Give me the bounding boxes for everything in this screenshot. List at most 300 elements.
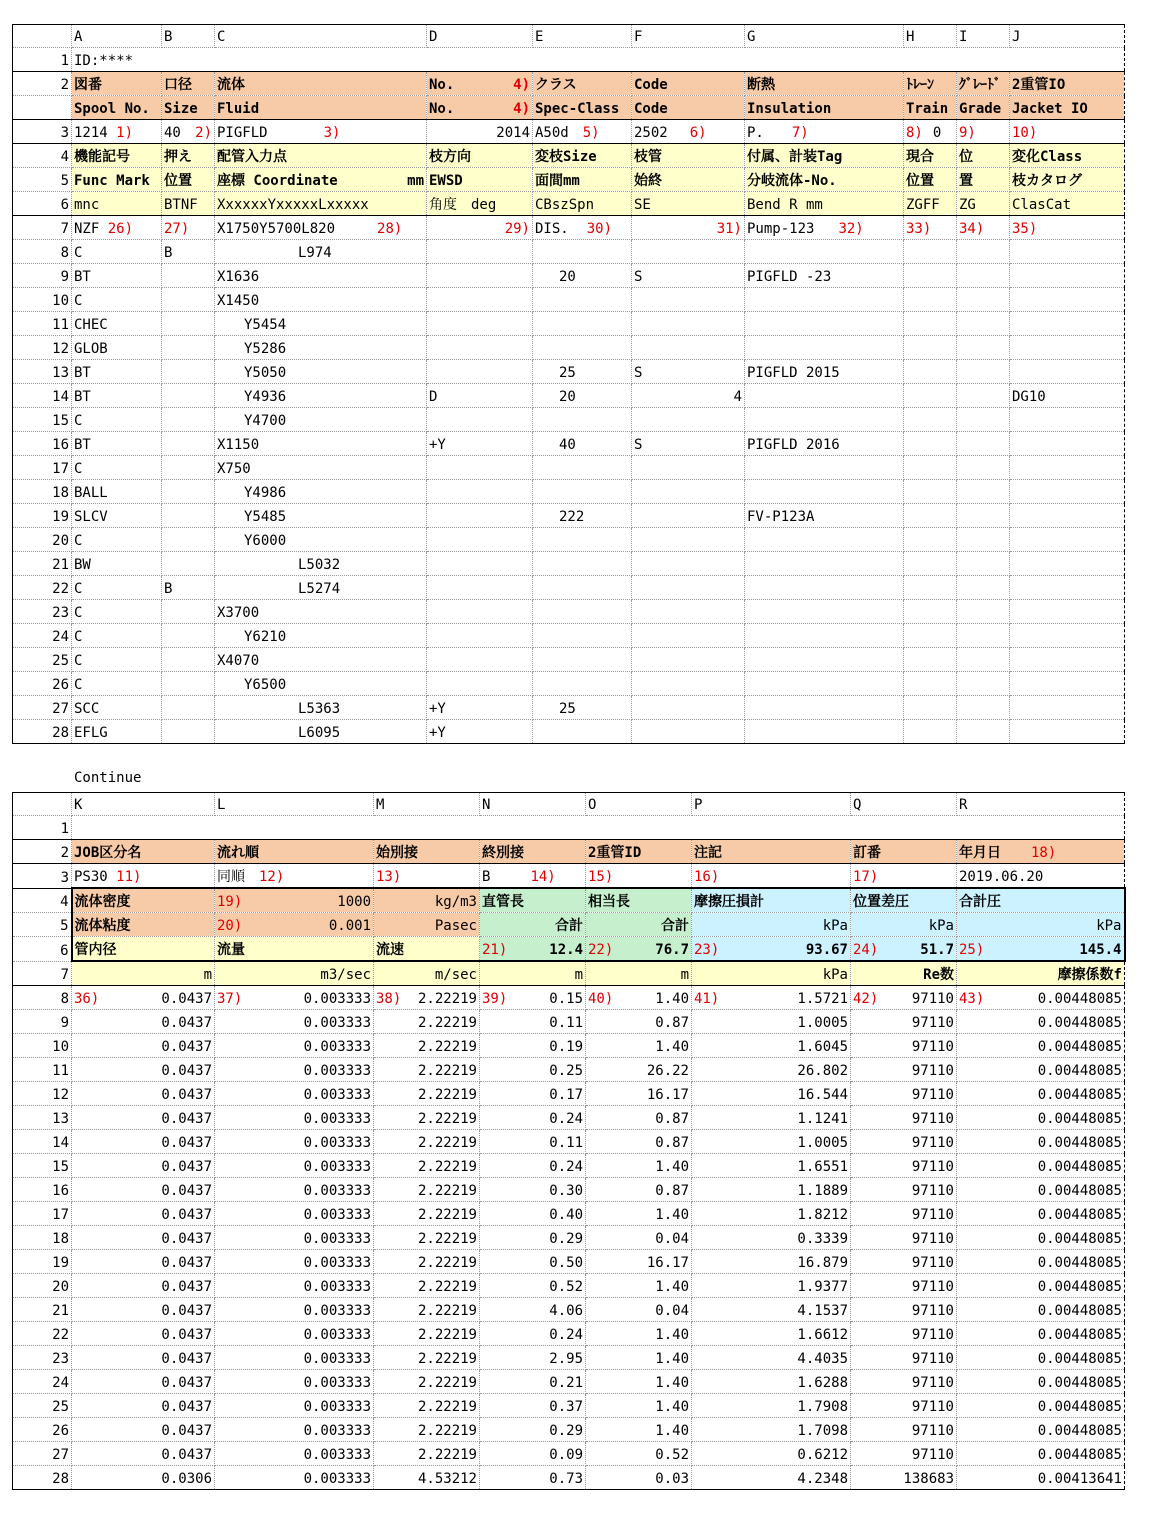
- cell[interactable]: [1010, 576, 1125, 600]
- cell[interactable]: [72, 1010, 215, 1034]
- cell[interactable]: [72, 1082, 215, 1106]
- cell[interactable]: [374, 1322, 480, 1346]
- cell[interactable]: [162, 624, 215, 648]
- cell[interactable]: [72, 120, 162, 144]
- cell[interactable]: 枝カタログ: [1010, 168, 1125, 192]
- cell[interactable]: [904, 240, 957, 264]
- cell[interactable]: Spec-Class: [533, 96, 632, 120]
- cell[interactable]: [957, 336, 1010, 360]
- cell[interactable]: [1010, 360, 1125, 384]
- cell[interactable]: [72, 1250, 215, 1274]
- cell[interactable]: [215, 1346, 374, 1370]
- cell[interactable]: C: [72, 576, 162, 600]
- col-header-b[interactable]: B: [162, 25, 215, 48]
- cell[interactable]: Bend R mm: [745, 192, 904, 216]
- cell[interactable]: [215, 1010, 374, 1034]
- cell[interactable]: [1010, 624, 1125, 648]
- col-header-d[interactable]: D: [427, 25, 533, 48]
- col-header-p[interactable]: P: [692, 793, 851, 816]
- cell[interactable]: 2重管IO: [1010, 72, 1125, 96]
- cell[interactable]: [692, 864, 851, 889]
- cell[interactable]: [162, 600, 215, 624]
- cell[interactable]: Spool No.: [72, 96, 162, 120]
- cell[interactable]: [692, 1442, 851, 1466]
- cell[interactable]: [374, 1178, 480, 1202]
- cell[interactable]: [586, 864, 692, 889]
- cell[interactable]: Y5286: [215, 336, 427, 360]
- cell[interactable]: [162, 264, 215, 288]
- cell[interactable]: [533, 528, 632, 552]
- cell[interactable]: [1010, 600, 1125, 624]
- col-header-n[interactable]: N: [480, 793, 586, 816]
- cell[interactable]: ﾄﾚｰﾝ: [904, 72, 957, 96]
- cell[interactable]: [533, 216, 632, 240]
- cell[interactable]: S: [632, 360, 745, 384]
- cell[interactable]: [427, 96, 533, 120]
- cell[interactable]: 置: [957, 168, 1010, 192]
- cell[interactable]: [215, 1178, 374, 1202]
- cell[interactable]: [957, 1154, 1125, 1178]
- cell[interactable]: [427, 192, 533, 216]
- cell[interactable]: [957, 576, 1010, 600]
- cell[interactable]: C: [72, 624, 162, 648]
- cell[interactable]: [957, 1082, 1125, 1106]
- row-number[interactable]: 27: [13, 1442, 72, 1466]
- cell[interactable]: [374, 1154, 480, 1178]
- cell[interactable]: [480, 1394, 586, 1418]
- cell[interactable]: 位: [957, 144, 1010, 168]
- cell[interactable]: [427, 576, 533, 600]
- cell[interactable]: [533, 456, 632, 480]
- cell[interactable]: [1010, 480, 1125, 504]
- cell[interactable]: [480, 864, 586, 889]
- cell[interactable]: [957, 1466, 1125, 1490]
- cell[interactable]: [745, 576, 904, 600]
- cell[interactable]: [957, 408, 1010, 432]
- row-number[interactable]: 9: [13, 264, 72, 288]
- cell[interactable]: [745, 216, 904, 240]
- cell[interactable]: [957, 552, 1010, 576]
- cell[interactable]: [215, 1298, 374, 1322]
- cell[interactable]: [215, 1202, 374, 1226]
- cell[interactable]: [851, 1370, 957, 1394]
- cell[interactable]: [851, 986, 957, 1010]
- cell[interactable]: 相当長: [586, 888, 692, 913]
- cell[interactable]: [957, 720, 1010, 744]
- cell[interactable]: [215, 1226, 374, 1250]
- col-header-a[interactable]: A: [72, 25, 162, 48]
- cell[interactable]: [72, 864, 215, 889]
- cell[interactable]: [533, 336, 632, 360]
- cell[interactable]: [374, 1250, 480, 1274]
- cell[interactable]: [957, 456, 1010, 480]
- cell[interactable]: [533, 240, 632, 264]
- cell[interactable]: [851, 1178, 957, 1202]
- col-header-g[interactable]: G: [745, 25, 904, 48]
- cell[interactable]: L974: [215, 240, 427, 264]
- cell[interactable]: m: [480, 961, 586, 986]
- cell[interactable]: [851, 1058, 957, 1082]
- cell[interactable]: [586, 1202, 692, 1226]
- cell[interactable]: [215, 1418, 374, 1442]
- cell[interactable]: [1010, 336, 1125, 360]
- cell[interactable]: D: [427, 384, 533, 408]
- cell[interactable]: m: [72, 961, 215, 986]
- cell[interactable]: [215, 1322, 374, 1346]
- cell[interactable]: [586, 1394, 692, 1418]
- cell[interactable]: [586, 1442, 692, 1466]
- cell[interactable]: X1636: [215, 264, 427, 288]
- cell[interactable]: [851, 1034, 957, 1058]
- row-number[interactable]: 7: [13, 216, 72, 240]
- cell[interactable]: [957, 1178, 1125, 1202]
- id-cell[interactable]: ID:****: [72, 48, 1125, 72]
- cell[interactable]: [72, 1106, 215, 1130]
- cell[interactable]: [692, 1178, 851, 1202]
- cell[interactable]: [427, 600, 533, 624]
- cell[interactable]: [745, 648, 904, 672]
- cell[interactable]: [692, 1394, 851, 1418]
- cell[interactable]: [1010, 216, 1125, 240]
- cell[interactable]: ClasCat: [1010, 192, 1125, 216]
- cell[interactable]: [480, 1466, 586, 1490]
- cell[interactable]: L6095: [215, 720, 427, 744]
- cell[interactable]: JOB区分名: [72, 840, 215, 864]
- row-number[interactable]: 7: [13, 961, 72, 986]
- cell[interactable]: [586, 1274, 692, 1298]
- cell[interactable]: [586, 1298, 692, 1322]
- cell[interactable]: [904, 504, 957, 528]
- cell[interactable]: [215, 1130, 374, 1154]
- cell[interactable]: [480, 1130, 586, 1154]
- cell[interactable]: 押え: [162, 144, 215, 168]
- cell[interactable]: [632, 696, 745, 720]
- col-header-i[interactable]: I: [957, 25, 1010, 48]
- cell[interactable]: [162, 288, 215, 312]
- cell[interactable]: [586, 1010, 692, 1034]
- cell[interactable]: [904, 672, 957, 696]
- cell[interactable]: [957, 1130, 1125, 1154]
- cell[interactable]: 断熱: [745, 72, 904, 96]
- cell[interactable]: [427, 312, 533, 336]
- cell[interactable]: [957, 600, 1010, 624]
- cell[interactable]: [632, 576, 745, 600]
- cell[interactable]: [904, 696, 957, 720]
- cell[interactable]: C: [72, 600, 162, 624]
- cell[interactable]: [851, 1010, 957, 1034]
- cell[interactable]: [692, 1082, 851, 1106]
- cell[interactable]: [1010, 528, 1125, 552]
- cell[interactable]: [632, 552, 745, 576]
- cell[interactable]: [72, 1154, 215, 1178]
- cell[interactable]: 管内径: [72, 937, 215, 962]
- cell[interactable]: [957, 1010, 1125, 1034]
- cell[interactable]: [904, 624, 957, 648]
- cell[interactable]: [1010, 240, 1125, 264]
- cell[interactable]: 摩擦係数f: [957, 961, 1125, 986]
- cell[interactable]: Y5050: [215, 360, 427, 384]
- cell[interactable]: [957, 264, 1010, 288]
- row-number[interactable]: 4: [13, 888, 72, 913]
- cell[interactable]: [632, 216, 745, 240]
- cell[interactable]: [1010, 120, 1125, 144]
- row-number[interactable]: 5: [13, 168, 72, 192]
- cell[interactable]: EWSD: [427, 168, 533, 192]
- cell[interactable]: 訂番: [851, 840, 957, 864]
- cell[interactable]: [745, 672, 904, 696]
- cell[interactable]: [1010, 720, 1125, 744]
- cell[interactable]: [374, 1442, 480, 1466]
- cell[interactable]: PIGFLD 2015: [745, 360, 904, 384]
- cell[interactable]: [692, 1298, 851, 1322]
- cell[interactable]: [1010, 552, 1125, 576]
- cell[interactable]: Y6500: [215, 672, 427, 696]
- cell[interactable]: [745, 720, 904, 744]
- cell[interactable]: Jacket IO: [1010, 96, 1125, 120]
- cell[interactable]: [427, 504, 533, 528]
- cell[interactable]: 2019.06.20: [957, 864, 1125, 889]
- cell[interactable]: [957, 1058, 1125, 1082]
- cell[interactable]: ZGFF: [904, 192, 957, 216]
- row-number[interactable]: 28: [13, 1466, 72, 1490]
- row-number[interactable]: 28: [13, 720, 72, 744]
- cell[interactable]: [632, 336, 745, 360]
- cell[interactable]: [957, 288, 1010, 312]
- cell[interactable]: [851, 1322, 957, 1346]
- cell[interactable]: X4070: [215, 648, 427, 672]
- row-number[interactable]: 9: [13, 1010, 72, 1034]
- cell[interactable]: [215, 1154, 374, 1178]
- cell[interactable]: BW: [72, 552, 162, 576]
- cell[interactable]: [374, 1202, 480, 1226]
- cell[interactable]: 位置差圧: [851, 888, 957, 913]
- cell[interactable]: [162, 720, 215, 744]
- cell[interactable]: [957, 1298, 1125, 1322]
- col-header-l[interactable]: L: [215, 793, 374, 816]
- cell[interactable]: [162, 504, 215, 528]
- cell[interactable]: [533, 288, 632, 312]
- row-number[interactable]: 20: [13, 528, 72, 552]
- cell[interactable]: 位置: [904, 168, 957, 192]
- cell[interactable]: BT: [72, 360, 162, 384]
- cell[interactable]: [957, 1274, 1125, 1298]
- cell[interactable]: BT: [72, 264, 162, 288]
- cell[interactable]: [632, 504, 745, 528]
- row-number[interactable]: 14: [13, 1130, 72, 1154]
- cell[interactable]: [904, 552, 957, 576]
- cell[interactable]: kg/m3: [374, 888, 480, 913]
- cell[interactable]: [480, 1202, 586, 1226]
- cell[interactable]: [851, 1442, 957, 1466]
- cell[interactable]: [533, 648, 632, 672]
- cell[interactable]: [533, 120, 632, 144]
- cell[interactable]: 2014: [427, 120, 533, 144]
- cell[interactable]: [745, 456, 904, 480]
- row-number[interactable]: 21: [13, 1298, 72, 1322]
- cell[interactable]: [851, 1226, 957, 1250]
- cell[interactable]: [215, 1394, 374, 1418]
- cell[interactable]: [162, 120, 215, 144]
- row-number[interactable]: 10: [13, 288, 72, 312]
- cell[interactable]: [162, 456, 215, 480]
- cell[interactable]: Pasec: [374, 913, 480, 937]
- cell[interactable]: [215, 1250, 374, 1274]
- cell[interactable]: 現合: [904, 144, 957, 168]
- cell[interactable]: [957, 1442, 1125, 1466]
- cell[interactable]: [692, 1346, 851, 1370]
- cell[interactable]: [215, 1274, 374, 1298]
- cell[interactable]: [632, 624, 745, 648]
- cell[interactable]: [957, 672, 1010, 696]
- cell[interactable]: [957, 624, 1010, 648]
- cell[interactable]: [480, 937, 586, 962]
- cell[interactable]: [745, 336, 904, 360]
- cell[interactable]: [904, 384, 957, 408]
- cell[interactable]: FV-P123A: [745, 504, 904, 528]
- cell[interactable]: 機能記号: [72, 144, 162, 168]
- cell[interactable]: BALL: [72, 480, 162, 504]
- cell[interactable]: 流体密度: [72, 888, 215, 913]
- cell[interactable]: 2重管ID: [586, 840, 692, 864]
- cell[interactable]: S: [632, 432, 745, 456]
- cell[interactable]: 流速: [374, 937, 480, 962]
- row-number[interactable]: 6: [13, 192, 72, 216]
- cell[interactable]: 位置: [162, 168, 215, 192]
- col-header-m[interactable]: M: [374, 793, 480, 816]
- cell[interactable]: [480, 1370, 586, 1394]
- cell[interactable]: [692, 1154, 851, 1178]
- cell[interactable]: [374, 1226, 480, 1250]
- cell[interactable]: [427, 216, 533, 240]
- cell[interactable]: [374, 1298, 480, 1322]
- cell[interactable]: [745, 624, 904, 648]
- cell[interactable]: [851, 937, 957, 962]
- cell[interactable]: [632, 648, 745, 672]
- cell[interactable]: 配管入力点: [215, 144, 427, 168]
- cell[interactable]: [904, 312, 957, 336]
- cell[interactable]: C: [72, 456, 162, 480]
- row-number[interactable]: 25: [13, 1394, 72, 1418]
- cell[interactable]: [1010, 312, 1125, 336]
- cell[interactable]: [162, 648, 215, 672]
- row-number[interactable]: 1: [13, 816, 72, 840]
- cell[interactable]: Y5454: [215, 312, 427, 336]
- cell[interactable]: [480, 1010, 586, 1034]
- cell[interactable]: [586, 1418, 692, 1442]
- cell[interactable]: [957, 1394, 1125, 1418]
- row-number[interactable]: 22: [13, 1322, 72, 1346]
- cell[interactable]: [480, 1034, 586, 1058]
- cell[interactable]: m: [586, 961, 692, 986]
- cell[interactable]: 枝管: [632, 144, 745, 168]
- cell[interactable]: [851, 1130, 957, 1154]
- cell[interactable]: [215, 1442, 374, 1466]
- cell[interactable]: C: [72, 288, 162, 312]
- cell[interactable]: 終別接: [480, 840, 586, 864]
- cell[interactable]: [427, 288, 533, 312]
- cell[interactable]: Code: [632, 72, 745, 96]
- cell[interactable]: +Y: [427, 432, 533, 456]
- cell[interactable]: [374, 1058, 480, 1082]
- cell[interactable]: [745, 240, 904, 264]
- cell[interactable]: m/sec: [374, 961, 480, 986]
- cell[interactable]: [1010, 408, 1125, 432]
- cell[interactable]: Re数: [851, 961, 957, 986]
- cell[interactable]: Insulation: [745, 96, 904, 120]
- cell[interactable]: [533, 552, 632, 576]
- cell[interactable]: [215, 120, 427, 144]
- cell[interactable]: [692, 1058, 851, 1082]
- row-number[interactable]: 24: [13, 1370, 72, 1394]
- cell[interactable]: [632, 240, 745, 264]
- cell[interactable]: [851, 1298, 957, 1322]
- cell[interactable]: 始別接: [374, 840, 480, 864]
- cell[interactable]: [72, 1130, 215, 1154]
- cell[interactable]: 25: [533, 360, 632, 384]
- cell[interactable]: [586, 1130, 692, 1154]
- row-number[interactable]: 12: [13, 336, 72, 360]
- row-number[interactable]: 27: [13, 696, 72, 720]
- cell[interactable]: X3700: [215, 600, 427, 624]
- cell[interactable]: [586, 1034, 692, 1058]
- cell[interactable]: [904, 360, 957, 384]
- row-number[interactable]: 8: [13, 240, 72, 264]
- cell[interactable]: [692, 1106, 851, 1130]
- cell[interactable]: kPa: [692, 961, 851, 986]
- cell[interactable]: [957, 1034, 1125, 1058]
- cell[interactable]: [72, 1178, 215, 1202]
- cell[interactable]: [957, 240, 1010, 264]
- cell[interactable]: [745, 696, 904, 720]
- cell[interactable]: 注記: [692, 840, 851, 864]
- cell[interactable]: [957, 312, 1010, 336]
- cell[interactable]: [957, 360, 1010, 384]
- cell[interactable]: クラス: [533, 72, 632, 96]
- cell[interactable]: [72, 816, 1125, 840]
- cell[interactable]: [957, 937, 1125, 962]
- cell[interactable]: [427, 648, 533, 672]
- cell[interactable]: [374, 1394, 480, 1418]
- cell[interactable]: 25: [533, 696, 632, 720]
- cell[interactable]: [957, 1202, 1125, 1226]
- cell[interactable]: [957, 1322, 1125, 1346]
- cell[interactable]: [957, 1226, 1125, 1250]
- row-number[interactable]: 1: [13, 48, 72, 72]
- cell[interactable]: [904, 456, 957, 480]
- cell[interactable]: [162, 696, 215, 720]
- cell[interactable]: [533, 624, 632, 648]
- cell[interactable]: Y4936: [215, 384, 427, 408]
- col-header-c[interactable]: C: [215, 25, 427, 48]
- cell[interactable]: [586, 1106, 692, 1130]
- cell[interactable]: [851, 864, 957, 889]
- cell[interactable]: [480, 1298, 586, 1322]
- cell[interactable]: +Y: [427, 720, 533, 744]
- cell[interactable]: [72, 1034, 215, 1058]
- cell[interactable]: [374, 1418, 480, 1442]
- cell[interactable]: [904, 120, 957, 144]
- cell[interactable]: L5032: [215, 552, 427, 576]
- cell[interactable]: [851, 1394, 957, 1418]
- cell[interactable]: [215, 1034, 374, 1058]
- row-number[interactable]: 11: [13, 1058, 72, 1082]
- cell[interactable]: [374, 1010, 480, 1034]
- cell[interactable]: [374, 864, 480, 889]
- cell[interactable]: CHEC: [72, 312, 162, 336]
- cell[interactable]: [72, 1226, 215, 1250]
- row-number[interactable]: 17: [13, 456, 72, 480]
- cell[interactable]: [957, 1250, 1125, 1274]
